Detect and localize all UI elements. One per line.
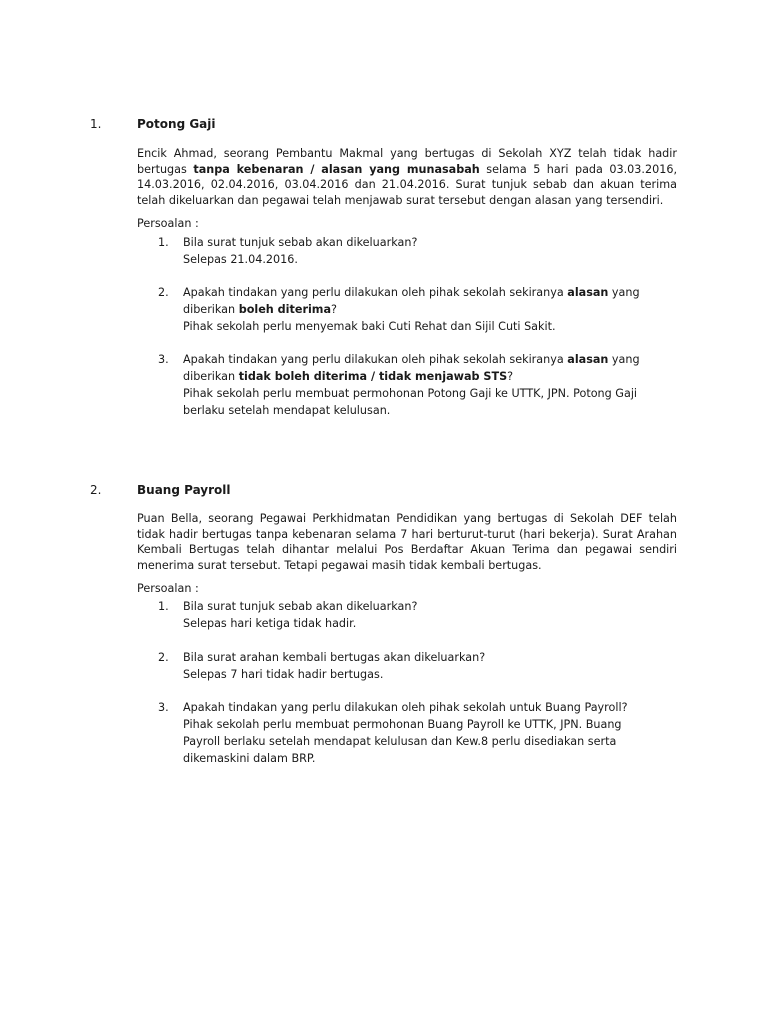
question-text: Bila surat tunjuk sebab akan dikeluarkan? [183,600,418,613]
question-text: Bila surat arahan kembali bertugas akan dikeluarkan? [183,651,486,664]
section-1-question-3: 3. Apakah tindakan yang perlu dilakukan oleh pihak sekolah sekiranya alasan yang diberikan tidak boleh diterima / tidak menjawab STS? Pihak sekolah perlu membuat permohonan Potong Gaji ke UTTK, JPN. Potong Gaji berlaku setelah mendapat kelulusan. [158,351,678,419]
answer-text: Pihak sekolah perlu membuat permohonan Potong Gaji ke UTTK, JPN. Potong Gaji berlaku setelah mendapat kelulusan. [183,387,638,417]
section-2-question-2: 2. Bila surat arahan kembali bertugas akan dikeluarkan? Selepas 7 hari tidak hadir bertugas. [158,649,678,683]
section-1-question-2: 2. Apakah tindakan yang perlu dilakukan oleh pihak sekolah sekiranya alasan yang diberikan boleh diterima? Pihak sekolah perlu menyemak baki Cuti Rehat dan Sijil Cuti Sakit. [158,284,678,335]
section-1-number: 1. [90,117,102,131]
question-text: Apakah tindakan yang perlu dilakukan oleh pihak sekolah untuk Buang Payroll? [183,701,628,714]
answer-text: Pihak sekolah perlu menyemak baki Cuti Rehat dan Sijil Cuti Sakit. [183,320,556,333]
answer-text: Pihak sekolah perlu membuat permohonan Buang Payroll ke UTTK, JPN. Buang Payroll berlaku setelah mendapat kelulusan dan Kew.8 perlu disediakan serta dikemaskini dalam BRP. [183,718,622,765]
question-text: Apakah tindakan yang perlu dilakukan oleh pihak sekolah sekiranya alasan yang diberikan tidak boleh diterima / tidak menjawab STS? [183,353,640,383]
section-1-paragraph: Encik Ahmad, seorang Pembantu Makmal yang bertugas di Sekolah XYZ telah tidak hadir bertugas tanpa kebenaran / alasan yang munasabah selama 5 hari pada 03.03.2016, 14.03.2016, 02.04.2016, 03.04.2016 dan 21.04.2016. Surat tunjuk sebab dan akuan terima telah dikeluarkan dan pegawai telah menjawab surat tersebut dengan alasan yang tersendiri. [137,147,678,207]
answer-text: Selepas 7 hari tidak hadir bertugas. [183,668,384,681]
section-2-paragraph: Puan Bella, seorang Pegawai Perkhidmatan Pendidikan yang bertugas di Sekolah DEF telah tidak hadir bertugas tanpa kebenaran selama 7 hari berturut-turut (hari bekerja). Surat Arahan Kembali Bertugas telah dihantar melalui Pos Berdaftar Akuan Terima dan pegawai sendiri menerima surat tersebut. Tetapi pegawai masih tidak kembali bertugas. [137,512,677,572]
section-2-question-1: 1. Bila surat tunjuk sebab akan dikeluarkan? Selepas hari ketiga tidak hadir. [158,598,678,632]
answer-text: Selepas hari ketiga tidak hadir. [183,617,357,630]
section-2-title: Buang Payroll [137,483,231,497]
section-1-persoalan-label: Persoalan : [137,217,199,230]
question-text: Bila surat tunjuk sebab akan dikeluarkan? [183,236,418,249]
section-2-number: 2. [90,483,102,497]
section-2-persoalan-label: Persoalan : [137,582,199,595]
section-1-title: Potong Gaji [137,117,216,131]
section-1-question-1: 1. Bila surat tunjuk sebab akan dikeluarkan? Selepas 21.04.2016. [158,234,678,268]
answer-text: Selepas 21.04.2016. [183,253,298,266]
question-text: Apakah tindakan yang perlu dilakukan oleh pihak sekolah sekiranya alasan yang diberikan boleh diterima? [183,286,640,316]
section-2-question-3: 3. Apakah tindakan yang perlu dilakukan oleh pihak sekolah untuk Buang Payroll? Pihak sekolah perlu membuat permohonan Buang Payroll ke UTTK, JPN. Buang Payroll berlaku setelah mendapat kelulusan dan Kew.8 perlu disediakan serta dikemaskini dalam BRP. [158,699,678,767]
